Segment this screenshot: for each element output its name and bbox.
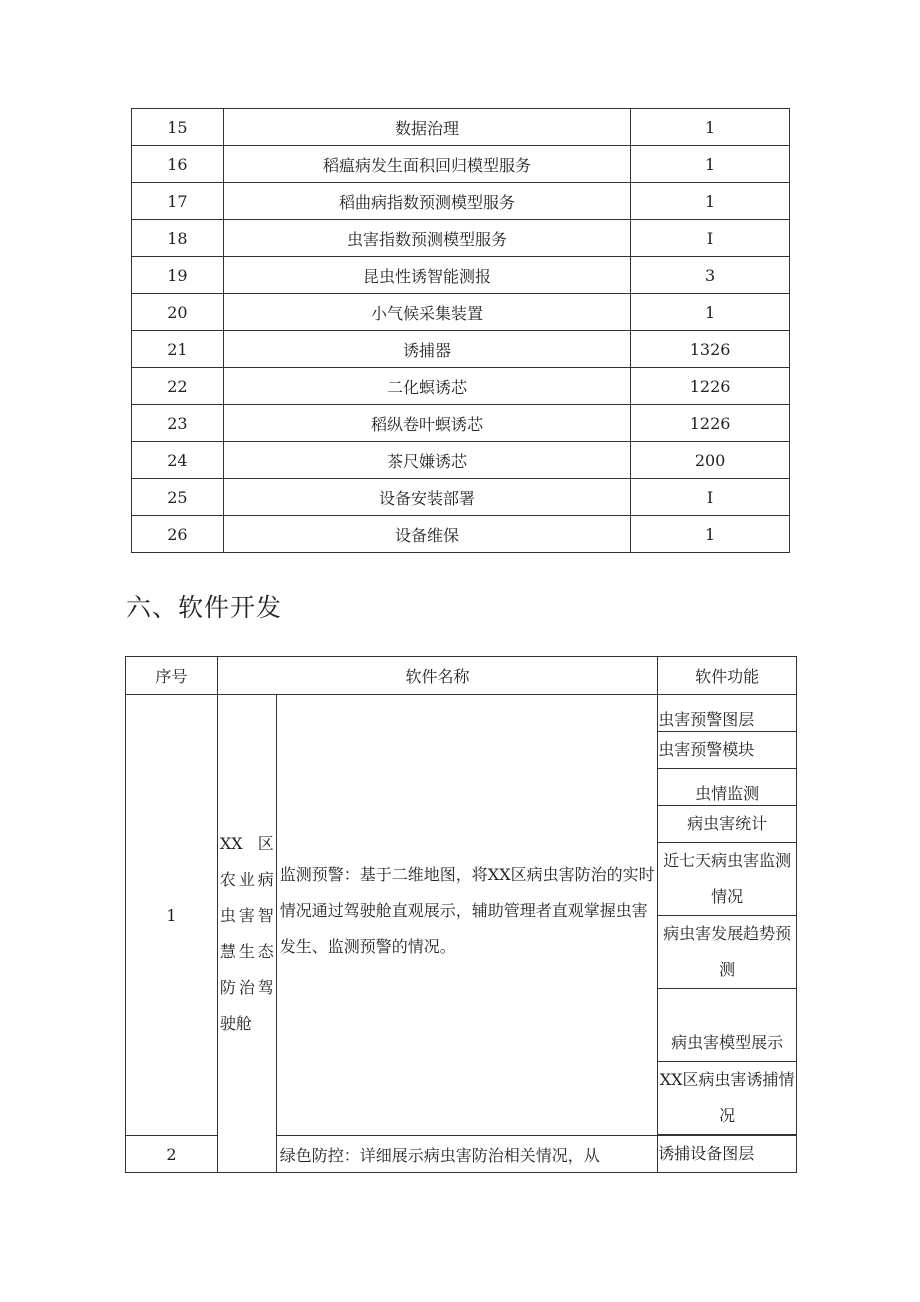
row-quantity: 1 [631, 294, 790, 331]
row-quantity: 1 [631, 109, 790, 146]
row-quantity: 1 [631, 183, 790, 220]
row-name: 稻瘟病发生面积回归模型服务 [223, 146, 630, 183]
function-cell: 虫害预警图层 [658, 695, 797, 732]
row-name: 茶尺嫌诱芯 [223, 442, 630, 479]
system-name-line: 虫害智 [219, 905, 274, 925]
row-quantity: 3 [631, 257, 790, 294]
row-quantity: 200 [631, 442, 790, 479]
system-name [217, 695, 276, 1173]
table-row [132, 516, 790, 553]
table-row [132, 442, 790, 479]
row-quantity: I [631, 479, 790, 516]
row-no: 1 [126, 695, 218, 1136]
function-cell: 虫情监测 [658, 769, 797, 806]
function-cell: XX区病虫害诱捕情况 [658, 1062, 797, 1135]
row-description: 绿色防控：详细展示病虫害防治相关情况，从 [276, 1136, 657, 1173]
row-name: 虫害指数预测模型服务 [223, 220, 630, 257]
function-cell: 病虫害统计 [658, 806, 797, 843]
system-name-line: 驶舱 [219, 1013, 252, 1033]
system-name-line: 慧生态 [219, 941, 274, 961]
header-no: 序号 [126, 657, 218, 695]
table-row [132, 294, 790, 331]
function-cell: 病虫害模型展示 [658, 989, 797, 1062]
table-row [132, 109, 790, 146]
row-no: 22 [132, 368, 224, 405]
table-row [132, 331, 790, 368]
row-no: 25 [132, 479, 224, 516]
row-quantity: 1226 [631, 368, 790, 405]
table-row [132, 146, 790, 183]
function-cell: 诱捕设备图层 [658, 1136, 797, 1173]
table-row [132, 368, 790, 405]
row-no: 26 [132, 516, 224, 553]
row-no: 19 [132, 257, 224, 294]
row-name: 设备维保 [223, 516, 630, 553]
row-quantity: 1 [631, 516, 790, 553]
system-name-line: XX 区 [219, 833, 274, 853]
row-no: 15 [132, 109, 224, 146]
table-row [132, 257, 790, 294]
row-no: 17 [132, 183, 224, 220]
table-row [132, 183, 790, 220]
function-cell: 虫害预警模块 [658, 732, 797, 769]
row-name: 小气候采集装置 [223, 294, 630, 331]
row-no: 24 [132, 442, 224, 479]
row-description: 监测预警：基于二维地图，将XX区病虫害防治的实时情况通过驾驶舱直观展示，辅助管理者直观掌握虫害发生、监测预警的情况。 [276, 695, 657, 1136]
header-function: 软件功能 [658, 657, 797, 695]
row-no: 23 [132, 405, 224, 442]
equipment-table [131, 108, 790, 553]
system-name-line: 农业病 [219, 869, 274, 889]
table-row [132, 220, 790, 257]
row-quantity: 1326 [631, 331, 790, 368]
function-cell: 近七天病虫害监测情况 [658, 843, 797, 916]
row-quantity: I [631, 220, 790, 257]
row-name: 昆虫性诱智能测报 [223, 257, 630, 294]
section-heading: 六、软件开发 [126, 593, 283, 622]
row-name: 设备安装部署 [223, 479, 630, 516]
table-row [126, 695, 797, 732]
table-row [132, 479, 790, 516]
row-quantity: 1 [631, 146, 790, 183]
table-row [132, 405, 790, 442]
system-name-line: 防治驾 [219, 977, 274, 997]
row-no: 2 [126, 1136, 218, 1173]
header-row [126, 657, 797, 695]
row-no: 21 [132, 331, 224, 368]
row-name: 数据治理 [223, 109, 630, 146]
row-no: 16 [132, 146, 224, 183]
row-no: 20 [132, 294, 224, 331]
header-name: 软件名称 [217, 657, 657, 695]
row-name: 诱捕器 [223, 331, 630, 368]
function-cell: 病虫害发展趋势预测 [658, 916, 797, 989]
row-name: 稻曲病指数预测模型服务 [223, 183, 630, 220]
row-name: 稻纵卷叶螟诱芯 [223, 405, 630, 442]
row-quantity: 1226 [631, 405, 790, 442]
row-name: 二化螟诱芯 [223, 368, 630, 405]
software-table [125, 656, 797, 1173]
row-no: 18 [132, 220, 224, 257]
